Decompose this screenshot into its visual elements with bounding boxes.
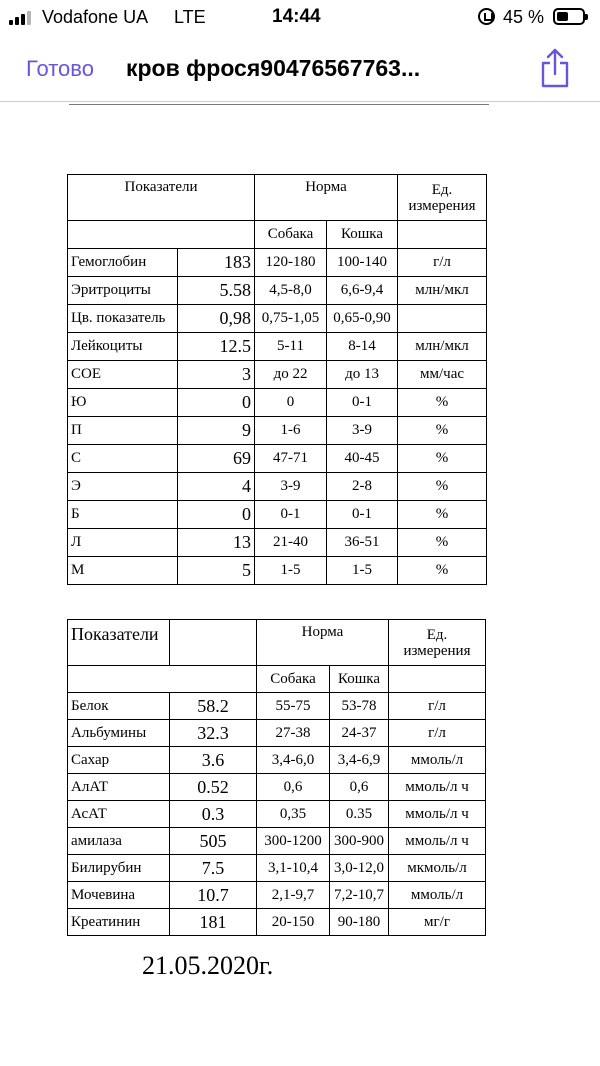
table-row [68, 501, 487, 529]
cat-norm: 90-180 [330, 909, 389, 936]
report-date: 21.05.2020г. [142, 951, 274, 980]
dog-norm: 0,6 [257, 774, 330, 801]
dog-norm: 47-71 [255, 445, 327, 473]
indicator-name: Э [68, 473, 178, 501]
table-row [68, 693, 486, 720]
result-value: 9 [178, 417, 255, 445]
table-row [68, 333, 487, 361]
indicator-name: Сахар [68, 747, 170, 774]
unit: г/л [389, 693, 486, 720]
indicator-name: Билирубин [68, 855, 170, 882]
dog-header: Собака [255, 221, 327, 249]
result-value: 32.3 [170, 720, 257, 747]
table-row [68, 305, 487, 333]
result-value: 3 [178, 361, 255, 389]
table-row [68, 909, 486, 936]
empty-cell [389, 666, 486, 693]
indicators-header: Показатели [68, 620, 170, 666]
unit [398, 305, 487, 333]
table-row [68, 720, 486, 747]
dog-norm: до 22 [255, 361, 327, 389]
result-value: 10.7 [170, 882, 257, 909]
indicator-name: Альбумины [68, 720, 170, 747]
result-value: 0 [178, 501, 255, 529]
dog-norm: 120-180 [255, 249, 327, 277]
cat-norm: 7,2-10,7 [330, 882, 389, 909]
cat-norm: 100-140 [327, 249, 398, 277]
result-value: 4 [178, 473, 255, 501]
blood-test-table [67, 174, 487, 585]
unit: % [398, 445, 487, 473]
cat-norm: 2-8 [327, 473, 398, 501]
table-subheader-row [68, 221, 487, 249]
indicator-name: Эритроциты [68, 277, 178, 305]
dog-norm: 0,75-1,05 [255, 305, 327, 333]
cat-norm: до 13 [327, 361, 398, 389]
share-icon [538, 46, 572, 90]
table-subheader-row [68, 666, 486, 693]
table-header-row [68, 620, 486, 666]
dog-norm: 20-150 [257, 909, 330, 936]
result-value: 69 [178, 445, 255, 473]
table-row [68, 801, 486, 828]
unit: % [398, 389, 487, 417]
unit: ммоль/л ч [389, 828, 486, 855]
unit-header-line1: Ед. [431, 181, 453, 198]
table-row [68, 473, 487, 501]
dog-norm: 300-1200 [257, 828, 330, 855]
indicators-header: Показатели [68, 175, 255, 221]
result-value: 5.58 [178, 277, 255, 305]
table-row [68, 882, 486, 909]
share-button[interactable] [538, 46, 572, 90]
cat-norm: 36-51 [327, 529, 398, 557]
indicator-name: М [68, 557, 178, 585]
unit-header-line2: измерения [403, 642, 471, 659]
indicator-name: Креатинин [68, 909, 170, 936]
network-type: LTE [174, 7, 206, 27]
table-header-row [68, 175, 487, 221]
indicator-name: Б [68, 501, 178, 529]
unit: г/л [389, 720, 486, 747]
indicator-name: АлАТ [68, 774, 170, 801]
document-page[interactable] [0, 104, 600, 1066]
cat-norm: 6,6-9,4 [327, 277, 398, 305]
dog-norm: 2,1-9,7 [257, 882, 330, 909]
table-row [68, 361, 487, 389]
unit: мм/час [398, 361, 487, 389]
navigation-bar [0, 38, 600, 102]
dog-norm: 27-38 [257, 720, 330, 747]
cat-norm: 40-45 [327, 445, 398, 473]
signal-icon [9, 11, 33, 25]
unit: млн/мкл [398, 333, 487, 361]
table-row [68, 445, 487, 473]
unit-header [398, 175, 487, 221]
unit: % [398, 473, 487, 501]
dog-norm: 0-1 [255, 501, 327, 529]
unit-header-line2: измерения [408, 197, 476, 214]
dog-norm: 0,35 [257, 801, 330, 828]
empty-cell [170, 620, 257, 666]
battery-percentage: 45 % [503, 7, 545, 27]
cat-norm: 24-37 [330, 720, 389, 747]
table-row [68, 529, 487, 557]
empty-cell [398, 221, 487, 249]
lock-rotation-icon [478, 8, 495, 25]
unit: % [398, 557, 487, 585]
norm-header: Норма [257, 620, 389, 666]
table-row [68, 855, 486, 882]
table-row [68, 249, 487, 277]
indicator-name: амилаза [68, 828, 170, 855]
result-value: 505 [170, 828, 257, 855]
unit: ммоль/л [389, 882, 486, 909]
cat-norm: 300-900 [330, 828, 389, 855]
page-divider [69, 104, 489, 105]
unit: ммоль/л ч [389, 801, 486, 828]
unit: % [398, 417, 487, 445]
result-value: 0.52 [170, 774, 257, 801]
dog-norm: 3-9 [255, 473, 327, 501]
battery-icon [553, 8, 585, 25]
cat-norm: 3-9 [327, 417, 398, 445]
unit: мг/г [389, 909, 486, 936]
table-row [68, 828, 486, 855]
cat-norm: 0,65-0,90 [327, 305, 398, 333]
indicator-name: Гемоглобин [68, 249, 178, 277]
dog-norm: 55-75 [257, 693, 330, 720]
unit: % [398, 529, 487, 557]
indicator-name: Цв. показатель [68, 305, 178, 333]
indicator-name: Л [68, 529, 178, 557]
result-value: 58.2 [170, 693, 257, 720]
unit: % [398, 501, 487, 529]
dog-norm: 21-40 [255, 529, 327, 557]
table-row [68, 747, 486, 774]
table-row [68, 389, 487, 417]
result-value: 7.5 [170, 855, 257, 882]
battery-level-fill [557, 12, 568, 21]
cat-norm: 53-78 [330, 693, 389, 720]
result-value: 12.5 [178, 333, 255, 361]
clock: 14:44 [272, 6, 321, 27]
unit-header [389, 620, 486, 666]
indicator-name: П [68, 417, 178, 445]
dog-norm: 1-6 [255, 417, 327, 445]
dog-norm: 3,4-6,0 [257, 747, 330, 774]
cat-norm: 3,0-12,0 [330, 855, 389, 882]
dog-norm: 1-5 [255, 557, 327, 585]
dog-norm: 4,5-8,0 [255, 277, 327, 305]
result-value: 5 [178, 557, 255, 585]
indicator-name: Лейкоциты [68, 333, 178, 361]
cat-header: Кошка [330, 666, 389, 693]
empty-cell [68, 666, 257, 693]
indicator-name: С [68, 445, 178, 473]
status-bar [0, 0, 600, 34]
indicator-name: Белок [68, 693, 170, 720]
unit: млн/мкл [398, 277, 487, 305]
unit: мкмоль/л [389, 855, 486, 882]
result-value: 13 [178, 529, 255, 557]
indicator-name: Мочевина [68, 882, 170, 909]
result-value: 183 [178, 249, 255, 277]
indicator-name: СОЕ [68, 361, 178, 389]
unit: ммоль/л [389, 747, 486, 774]
dog-norm: 0 [255, 389, 327, 417]
dog-header: Собака [257, 666, 330, 693]
cat-norm: 0,6 [330, 774, 389, 801]
table-row [68, 557, 487, 585]
cat-norm: 0-1 [327, 389, 398, 417]
done-button[interactable]: Готово [26, 56, 94, 81]
unit: ммоль/л ч [389, 774, 486, 801]
table-row [68, 417, 487, 445]
cat-norm: 3,4-6,9 [330, 747, 389, 774]
biochemistry-table [67, 619, 486, 936]
table-row [68, 277, 487, 305]
table-row [68, 774, 486, 801]
cat-header: Кошка [327, 221, 398, 249]
cat-norm: 1-5 [327, 557, 398, 585]
result-value: 181 [170, 909, 257, 936]
result-value: 0.3 [170, 801, 257, 828]
result-value: 3.6 [170, 747, 257, 774]
carrier-name: Vodafone UA [42, 7, 149, 27]
indicator-name: Ю [68, 389, 178, 417]
dog-norm: 3,1-10,4 [257, 855, 330, 882]
empty-cell [68, 221, 255, 249]
unit-header-line1: Ед. [426, 626, 448, 643]
unit: г/л [398, 249, 487, 277]
result-value: 0,98 [178, 305, 255, 333]
norm-header: Норма [255, 175, 398, 221]
cat-norm: 0.35 [330, 801, 389, 828]
dog-norm: 5-11 [255, 333, 327, 361]
cat-norm: 8-14 [327, 333, 398, 361]
indicator-name: АсАТ [68, 801, 170, 828]
document-title: кров фрося90476567763... [126, 55, 421, 81]
cat-norm: 0-1 [327, 501, 398, 529]
result-value: 0 [178, 389, 255, 417]
